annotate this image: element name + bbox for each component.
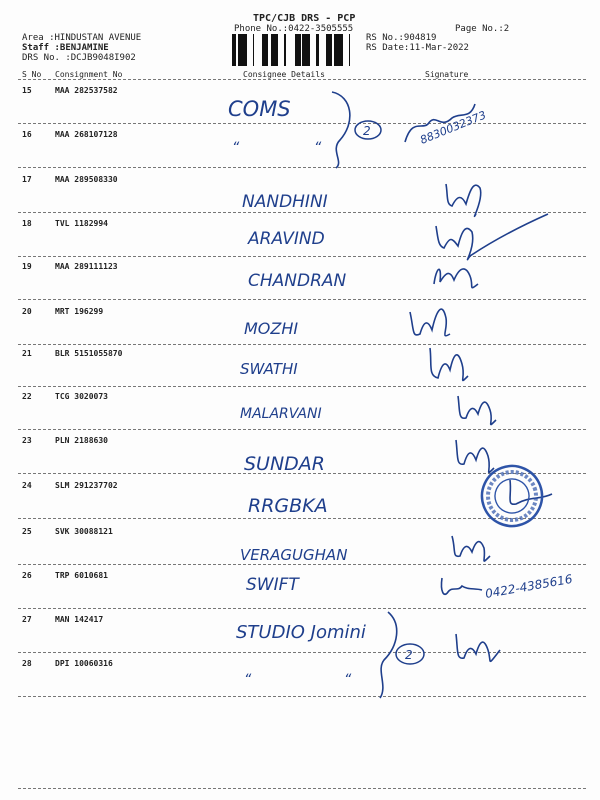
handwritten-consignee: CHANDRAN <box>248 271 347 291</box>
ink-stroke <box>380 612 397 698</box>
row-divider <box>18 344 586 345</box>
row-serial-number: 22 <box>22 392 32 401</box>
signature-stroke <box>452 536 490 561</box>
barcode-bar <box>296 34 298 66</box>
row-divider <box>18 652 586 653</box>
barcode-bar <box>235 34 236 66</box>
row-consignment-number: MAA 268107128 <box>55 130 118 139</box>
handwritten-consignee: SWATHI <box>240 360 298 378</box>
row-serial-number: 21 <box>22 349 32 358</box>
handwritten-consignee: COMS <box>228 97 291 121</box>
row-serial-number: 28 <box>22 659 32 668</box>
barcode-image <box>232 34 358 66</box>
signature-stroke <box>441 578 482 594</box>
row-divider <box>18 167 586 168</box>
company-stamp <box>474 458 551 535</box>
barcode-bar <box>241 34 242 66</box>
handwritten-consignee: MOZHI <box>244 319 299 338</box>
row-divider <box>18 608 586 609</box>
column-header-signature: Signature <box>425 70 469 79</box>
row-consignment-number: MAN 142417 <box>55 615 104 624</box>
row-serial-number: 16 <box>22 130 32 139</box>
row-consignment-number: MRT 196299 <box>55 307 104 316</box>
row-consignment-number: PLN 2188630 <box>55 436 108 445</box>
barcode-bar <box>326 34 328 66</box>
barcode-bar <box>308 34 310 66</box>
row-consignment-number: TCG 3020073 <box>55 392 108 401</box>
row-serial-number: 27 <box>22 615 32 624</box>
handwritten-consignee: STUDIO Jomini <box>236 622 366 643</box>
row-serial-number: 17 <box>22 175 32 184</box>
barcode-bar <box>304 34 307 66</box>
rs-number: RS No.:904819 <box>366 33 437 43</box>
barcode-bar <box>271 34 272 66</box>
barcode-bar <box>307 34 308 66</box>
row-divider <box>18 564 586 565</box>
row-serial-number: 24 <box>22 481 32 490</box>
staff-label: Staff :BENJAMINE <box>22 43 109 53</box>
signature-stroke <box>458 396 496 425</box>
barcode-bar <box>328 34 331 66</box>
handwritten-consignee: VERAGUGHAN <box>240 546 348 564</box>
column-header-sno: S No <box>22 70 42 79</box>
row-divider <box>18 123 586 124</box>
area-label: Area :HINDUSTAN AVENUE <box>22 33 142 43</box>
ink-stroke <box>332 92 350 168</box>
header-divider <box>18 79 586 80</box>
ditto-mark: “ <box>232 140 240 156</box>
row-serial-number: 19 <box>22 262 32 271</box>
ditto-mark: “ <box>314 140 322 156</box>
row-consignment-number: SLM 291237702 <box>55 481 118 490</box>
barcode-bar <box>242 34 244 66</box>
row-divider <box>18 212 586 213</box>
handwritten-consignee: ARAVIND <box>248 229 325 249</box>
row-serial-number: 18 <box>22 219 32 228</box>
signature-stroke <box>510 480 552 504</box>
row-consignment-number: MAA 282537582 <box>55 86 118 95</box>
handwritten-consignee: RRGBKA <box>248 495 328 517</box>
row-consignment-number: BLR 5151055870 <box>55 349 123 358</box>
handwritten-consignee: SUNDAR <box>244 453 326 475</box>
row-consignment-number: MAA 289111123 <box>55 262 118 271</box>
document-title: TPC/CJB DRS - PCP <box>253 13 356 24</box>
row-serial-number: 26 <box>22 571 32 580</box>
signature-stroke <box>430 348 468 380</box>
circled-number: 2 <box>363 124 371 138</box>
page-number: Page No.:2 <box>455 24 510 34</box>
row-serial-number: 25 <box>22 527 32 536</box>
barcode-bar <box>232 34 235 66</box>
barcode-bar <box>338 34 340 66</box>
row-divider <box>18 788 586 789</box>
barcode-bar <box>274 34 277 66</box>
signature-stroke <box>456 634 500 661</box>
row-divider <box>18 429 586 430</box>
row-divider <box>18 696 586 697</box>
barcode-bar <box>272 34 274 66</box>
signature-stroke <box>436 214 548 260</box>
barcode-bar <box>244 34 247 66</box>
row-consignment-number: TRP 6010681 <box>55 571 108 580</box>
row-divider <box>18 518 586 519</box>
row-consignment-number: TVL 1182994 <box>55 219 108 228</box>
signature-stroke <box>434 269 478 288</box>
barcode-bar <box>316 34 319 66</box>
row-serial-number: 15 <box>22 86 32 95</box>
rs-date: RS Date:11-Mar-2022 <box>366 43 469 53</box>
handwritten-consignee: MALARVANI <box>240 406 322 422</box>
row-serial-number: 20 <box>22 307 32 316</box>
drs-number: DRS No. :DCJB9048I902 <box>22 53 136 63</box>
barcode-bar <box>340 34 343 66</box>
barcode-bar <box>349 34 350 66</box>
row-consignment-number: SVK 30088121 <box>55 527 113 536</box>
column-header-consignee: Consignee Details <box>243 70 325 79</box>
barcode-bar <box>334 34 337 66</box>
barcode-bar <box>331 34 332 66</box>
barcode-bar <box>284 34 286 66</box>
ditto-mark: “ <box>344 672 352 688</box>
barcode-bar <box>295 34 296 66</box>
circle-mark <box>396 644 424 664</box>
signature-stroke <box>456 440 494 472</box>
barcode-bar <box>253 34 254 66</box>
row-divider <box>18 299 586 300</box>
column-header-consignment: Consignment No <box>55 70 123 79</box>
handwritten-phone: 8830032373 <box>418 108 489 147</box>
ditto-mark: “ <box>244 672 252 688</box>
barcode-bar <box>266 34 268 66</box>
handwritten-phone: 0422-4385616 <box>484 571 574 601</box>
row-serial-number: 23 <box>22 436 32 445</box>
row-divider <box>18 256 586 257</box>
handwritten-consignee: NANDHINI <box>242 192 328 212</box>
barcode-bar <box>262 34 265 66</box>
handwritten-consignee: SWIFT <box>246 575 299 595</box>
circled-number: 2 <box>405 648 413 662</box>
barcode-bar <box>302 34 304 66</box>
barcode-bar <box>298 34 301 66</box>
row-divider <box>18 473 586 474</box>
row-consignment-number: MAA 289508330 <box>55 175 118 184</box>
row-divider <box>18 386 586 387</box>
barcode-bar <box>277 34 278 66</box>
barcode-bar <box>337 34 338 66</box>
barcode-bar <box>265 34 266 66</box>
phone-number: Phone No.:0422-3505555 <box>234 24 354 34</box>
signature-stroke <box>410 309 450 336</box>
row-consignment-number: DPI 10060316 <box>55 659 113 668</box>
barcode-bar <box>238 34 241 66</box>
